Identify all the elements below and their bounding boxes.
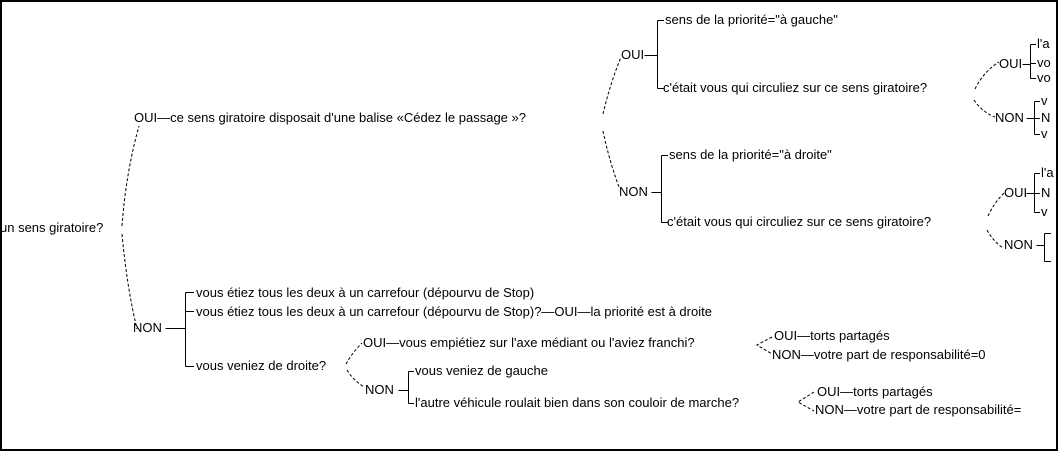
label-non-edge-2: NON xyxy=(1004,237,1033,252)
item-carrefour-question: vous étiez tous les deux à un carrefour (dépourvu de Stop)?—OUI—la priorité est à droite xyxy=(196,304,712,319)
clipped-text: v xyxy=(1041,204,1048,219)
clipped-text: v xyxy=(1041,93,1048,108)
label-oui-gauche: OUI xyxy=(621,47,645,62)
branch-non-label: NON xyxy=(133,320,162,335)
label-non-droite: NON xyxy=(619,184,648,199)
clipped-text: v xyxy=(1041,126,1048,141)
priority-droite-text: sens de la priorité="à droite" xyxy=(669,147,832,162)
clipped-text: vo xyxy=(1037,55,1051,70)
clipped-text: N xyxy=(1041,185,1051,200)
label-non-gauche: NON xyxy=(365,382,394,397)
root-question: un sens giratoire? xyxy=(0,220,104,235)
result-torts-partages-1: OUI—torts partagés xyxy=(774,328,890,343)
result-responsabilite-clipped: NON—votre part de responsabilité= xyxy=(815,402,1022,417)
label-non-edge-1: NON xyxy=(995,110,1024,125)
result-responsabilite-0: NON—votre part de responsabilité=0 xyxy=(772,347,986,362)
clipped-text: vo xyxy=(1037,70,1051,85)
branch-oui-line: OUI—ce sens giratoire disposait d'une balise «Cédez le passage »? xyxy=(134,110,526,125)
clipped-text: l'a xyxy=(1041,165,1054,180)
result-torts-partages-2: OUI—torts partagés xyxy=(817,384,933,399)
item-carrefour: vous étiez tous les deux à un carrefour (dépourvu de Stop) xyxy=(196,285,535,300)
priority-gauche-text: sens de la priorité="à gauche" xyxy=(665,12,838,27)
question-couloir-marche: l'autre véhicule roulait bien dans son couloir de marche? xyxy=(415,395,740,410)
question-circuliez-2: c'était vous qui circuliez sur ce sens giratoire? xyxy=(667,214,932,229)
line-empietiez: OUI—vous empiétiez sur l'axe médiant ou l'aviez franchi? xyxy=(363,335,695,350)
clipped-text: N xyxy=(1041,110,1051,125)
item-veniez-gauche: vous veniez de gauche xyxy=(415,363,548,378)
question-veniez-droite: vous veniez de droite? xyxy=(196,358,327,373)
label-oui-edge-2: OUI xyxy=(1004,185,1028,200)
label-oui-edge-1: OUI xyxy=(999,56,1023,71)
question-circuliez-1: c'était vous qui circuliez sur ce sens giratoire? xyxy=(663,80,928,95)
clipped-text: l'a xyxy=(1037,36,1050,51)
